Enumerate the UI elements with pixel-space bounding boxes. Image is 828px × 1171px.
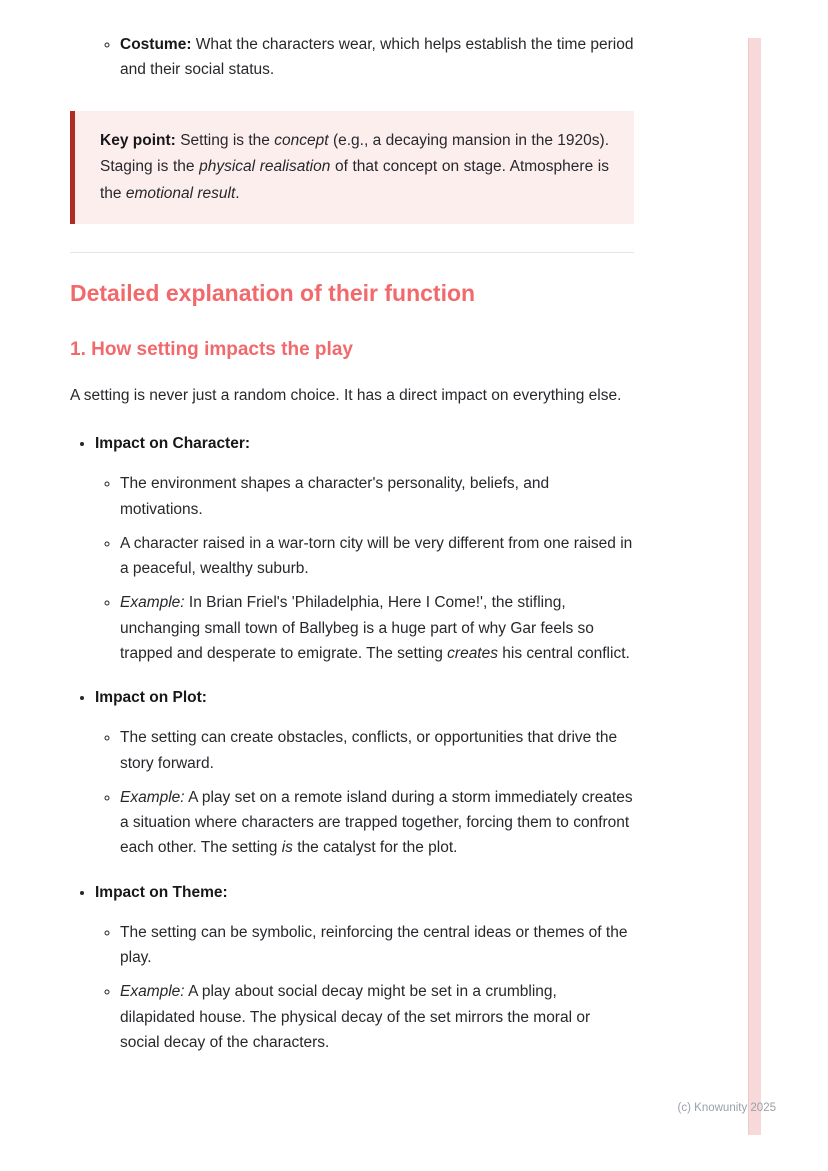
impact-list bbox=[70, 431, 634, 1055]
list-item bbox=[120, 32, 634, 83]
list-item bbox=[120, 920, 634, 971]
list-item bbox=[95, 685, 634, 861]
list-item bbox=[120, 471, 634, 522]
copyright-text: (c) Knowunity 2025 bbox=[677, 1102, 776, 1114]
list-item bbox=[95, 431, 634, 666]
impact-sublist bbox=[95, 471, 634, 666]
list-item-text: Costume: What the characters wear, which helps establish the time period and their social status. bbox=[120, 36, 634, 79]
list-item bbox=[120, 531, 634, 582]
list-item bbox=[95, 880, 634, 1056]
list-item-text: Example: In Brian Friel's 'Philadelphia, Here I Come!', the stifling, unchanging small town of Ballybeg is a huge part of why Gar feels so trapped and desperate to emigrate. The setting creates his central conflict. bbox=[120, 594, 630, 662]
impact-label: Impact on Character: bbox=[95, 435, 251, 453]
list-item bbox=[120, 785, 634, 861]
intro-paragraph: A setting is never just a random choice. It has a direct impact on everything else. bbox=[70, 386, 622, 404]
stagecraft-list bbox=[70, 32, 634, 83]
document-content bbox=[70, 32, 634, 1055]
list-item-text: A character raised in a war-torn city will be very different from one raised in a peaceful, wealthy suburb. bbox=[120, 534, 633, 578]
list-item-text: The environment shapes a character's personality, beliefs, and motivations. bbox=[120, 475, 550, 518]
list-item-text: Example: A play set on a remote island during a storm immediately creates a situation where characters are trapped together, forcing them to confront each other. The setting is the catalyst for the plot. bbox=[120, 788, 633, 857]
impact-sublist bbox=[95, 920, 634, 1055]
list-item bbox=[120, 979, 634, 1055]
list-item-text: The setting can create obstacles, conflicts, or opportunities that drive the story forward. bbox=[120, 729, 618, 772]
list-item bbox=[120, 725, 634, 776]
divider bbox=[70, 252, 634, 253]
list-item-text: The setting can be symbolic, reinforcing the central ideas or themes of the play. bbox=[120, 923, 628, 967]
key-point-callout bbox=[70, 111, 634, 225]
page-edge-ribbon bbox=[748, 38, 761, 1135]
list-item bbox=[120, 590, 634, 666]
subsection-title: 1. How setting impacts the play bbox=[70, 339, 353, 361]
impact-label: Impact on Theme: bbox=[95, 883, 228, 901]
list-item-text: Example: A play about social decay might be set in a crumbling, dilapidated house. The physical decay of the set mirrors the moral or social decay of the characters. bbox=[120, 983, 591, 1051]
impact-sublist bbox=[95, 725, 634, 860]
section-title: Detailed explanation of their function bbox=[70, 280, 476, 307]
impact-label: Impact on Plot: bbox=[95, 689, 207, 707]
callout-text: Key point: Setting is the concept (e.g., a decaying mansion in the 1920s). Staging is the physical realisation of that concept on stage. Atmosphere is the emotional result. bbox=[100, 131, 610, 202]
